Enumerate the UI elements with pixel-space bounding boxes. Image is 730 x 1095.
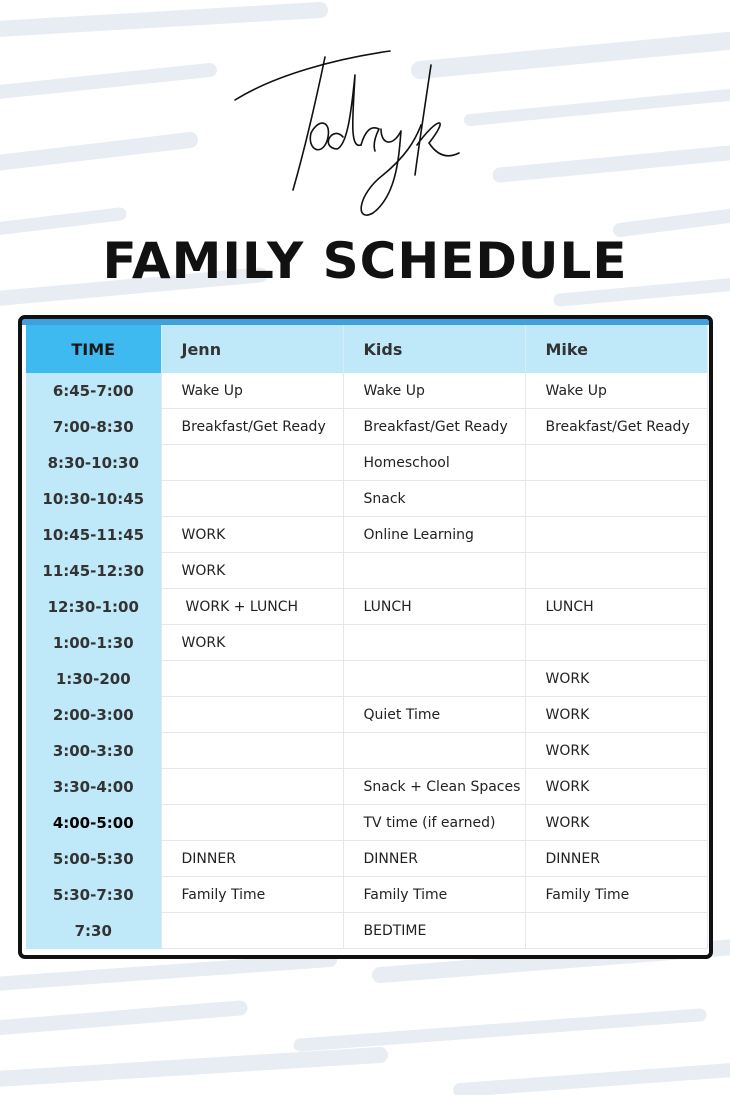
- kids-cell: DINNER: [343, 841, 525, 877]
- mike-cell: WORK: [525, 805, 707, 841]
- time-cell: 5:30-7:30: [26, 877, 161, 913]
- jenn-cell: Wake Up: [161, 373, 343, 409]
- table-row: [26, 841, 707, 877]
- jenn-cell: Family Time: [161, 877, 343, 913]
- jenn-cell: WORK: [161, 553, 343, 589]
- time-cell: 1:30-200: [26, 661, 161, 697]
- mike-cell: [525, 481, 707, 517]
- column-header-mike: Mike: [525, 325, 707, 373]
- mike-cell: [525, 913, 707, 949]
- mike-cell: [525, 445, 707, 481]
- table-row: [26, 697, 707, 733]
- table-row: [26, 769, 707, 805]
- kids-cell: [343, 625, 525, 661]
- table-row: [26, 913, 707, 949]
- time-cell: 6:45-7:00: [26, 373, 161, 409]
- kids-cell: BEDTIME: [343, 913, 525, 949]
- kids-cell: Quiet Time: [343, 697, 525, 733]
- table-header-row: [26, 325, 707, 373]
- kids-cell: [343, 553, 525, 589]
- time-cell: 11:45-12:30: [26, 553, 161, 589]
- mike-cell: [525, 553, 707, 589]
- time-cell: 5:00-5:30: [26, 841, 161, 877]
- page-title: FAMILY SCHEDULE: [102, 232, 628, 290]
- jenn-cell: [161, 805, 343, 841]
- mike-cell: WORK: [525, 697, 707, 733]
- mike-cell: [525, 625, 707, 661]
- table-row: [26, 517, 707, 553]
- jenn-cell: [161, 481, 343, 517]
- kids-cell: Snack + Clean Spaces: [343, 769, 525, 805]
- table-row: [26, 481, 707, 517]
- jenn-cell: WORK: [161, 625, 343, 661]
- jenn-cell: [161, 445, 343, 481]
- time-cell: 12:30-1:00: [26, 589, 161, 625]
- column-header-jenn: Jenn: [161, 325, 343, 373]
- kids-cell: TV time (if earned): [343, 805, 525, 841]
- kids-cell: Breakfast/Get Ready: [343, 409, 525, 445]
- table-row: [26, 445, 707, 481]
- mike-cell: WORK: [525, 733, 707, 769]
- jenn-cell: [161, 769, 343, 805]
- todryk-signature-logo: [215, 45, 475, 230]
- schedule-frame: [18, 315, 713, 959]
- time-cell: 10:45-11:45: [26, 517, 161, 553]
- jenn-cell: Breakfast/Get Ready: [161, 409, 343, 445]
- mike-cell: Family Time: [525, 877, 707, 913]
- mike-cell: Wake Up: [525, 373, 707, 409]
- time-cell: 8:30-10:30: [26, 445, 161, 481]
- kids-cell: Wake Up: [343, 373, 525, 409]
- time-cell: 1:00-1:30: [26, 625, 161, 661]
- jenn-cell: [161, 661, 343, 697]
- mike-cell: WORK: [525, 661, 707, 697]
- time-cell: 7:00-8:30: [26, 409, 161, 445]
- jenn-cell: [161, 697, 343, 733]
- kids-cell: Homeschool: [343, 445, 525, 481]
- time-cell: 3:30-4:00: [26, 769, 161, 805]
- time-cell: 4:00-5:00: [26, 805, 161, 841]
- mike-cell: Breakfast/Get Ready: [525, 409, 707, 445]
- time-cell: 3:00-3:30: [26, 733, 161, 769]
- table-row: [26, 733, 707, 769]
- kids-cell: [343, 733, 525, 769]
- table-row: [26, 661, 707, 697]
- kids-cell: Snack: [343, 481, 525, 517]
- jenn-cell: [161, 913, 343, 949]
- column-header-time: TIME: [26, 325, 161, 373]
- table-row: [26, 409, 707, 445]
- time-cell: 2:00-3:00: [26, 697, 161, 733]
- jenn-cell: WORK + LUNCH: [161, 589, 343, 625]
- mike-cell: [525, 517, 707, 553]
- kids-cell: Family Time: [343, 877, 525, 913]
- time-cell: 10:30-10:45: [26, 481, 161, 517]
- time-cell: 7:30: [26, 913, 161, 949]
- jenn-cell: [161, 733, 343, 769]
- mike-cell: DINNER: [525, 841, 707, 877]
- column-header-kids: Kids: [343, 325, 525, 373]
- table-row: [26, 877, 707, 913]
- table-row: [26, 589, 707, 625]
- table-row: [26, 625, 707, 661]
- jenn-cell: DINNER: [161, 841, 343, 877]
- table-row: [26, 553, 707, 589]
- kids-cell: [343, 661, 525, 697]
- kids-cell: Online Learning: [343, 517, 525, 553]
- mike-cell: WORK: [525, 769, 707, 805]
- table-row: [26, 373, 707, 409]
- mike-cell: LUNCH: [525, 589, 707, 625]
- kids-cell: LUNCH: [343, 589, 525, 625]
- table-row: [26, 805, 707, 841]
- jenn-cell: WORK: [161, 517, 343, 553]
- schedule-table: [26, 325, 708, 949]
